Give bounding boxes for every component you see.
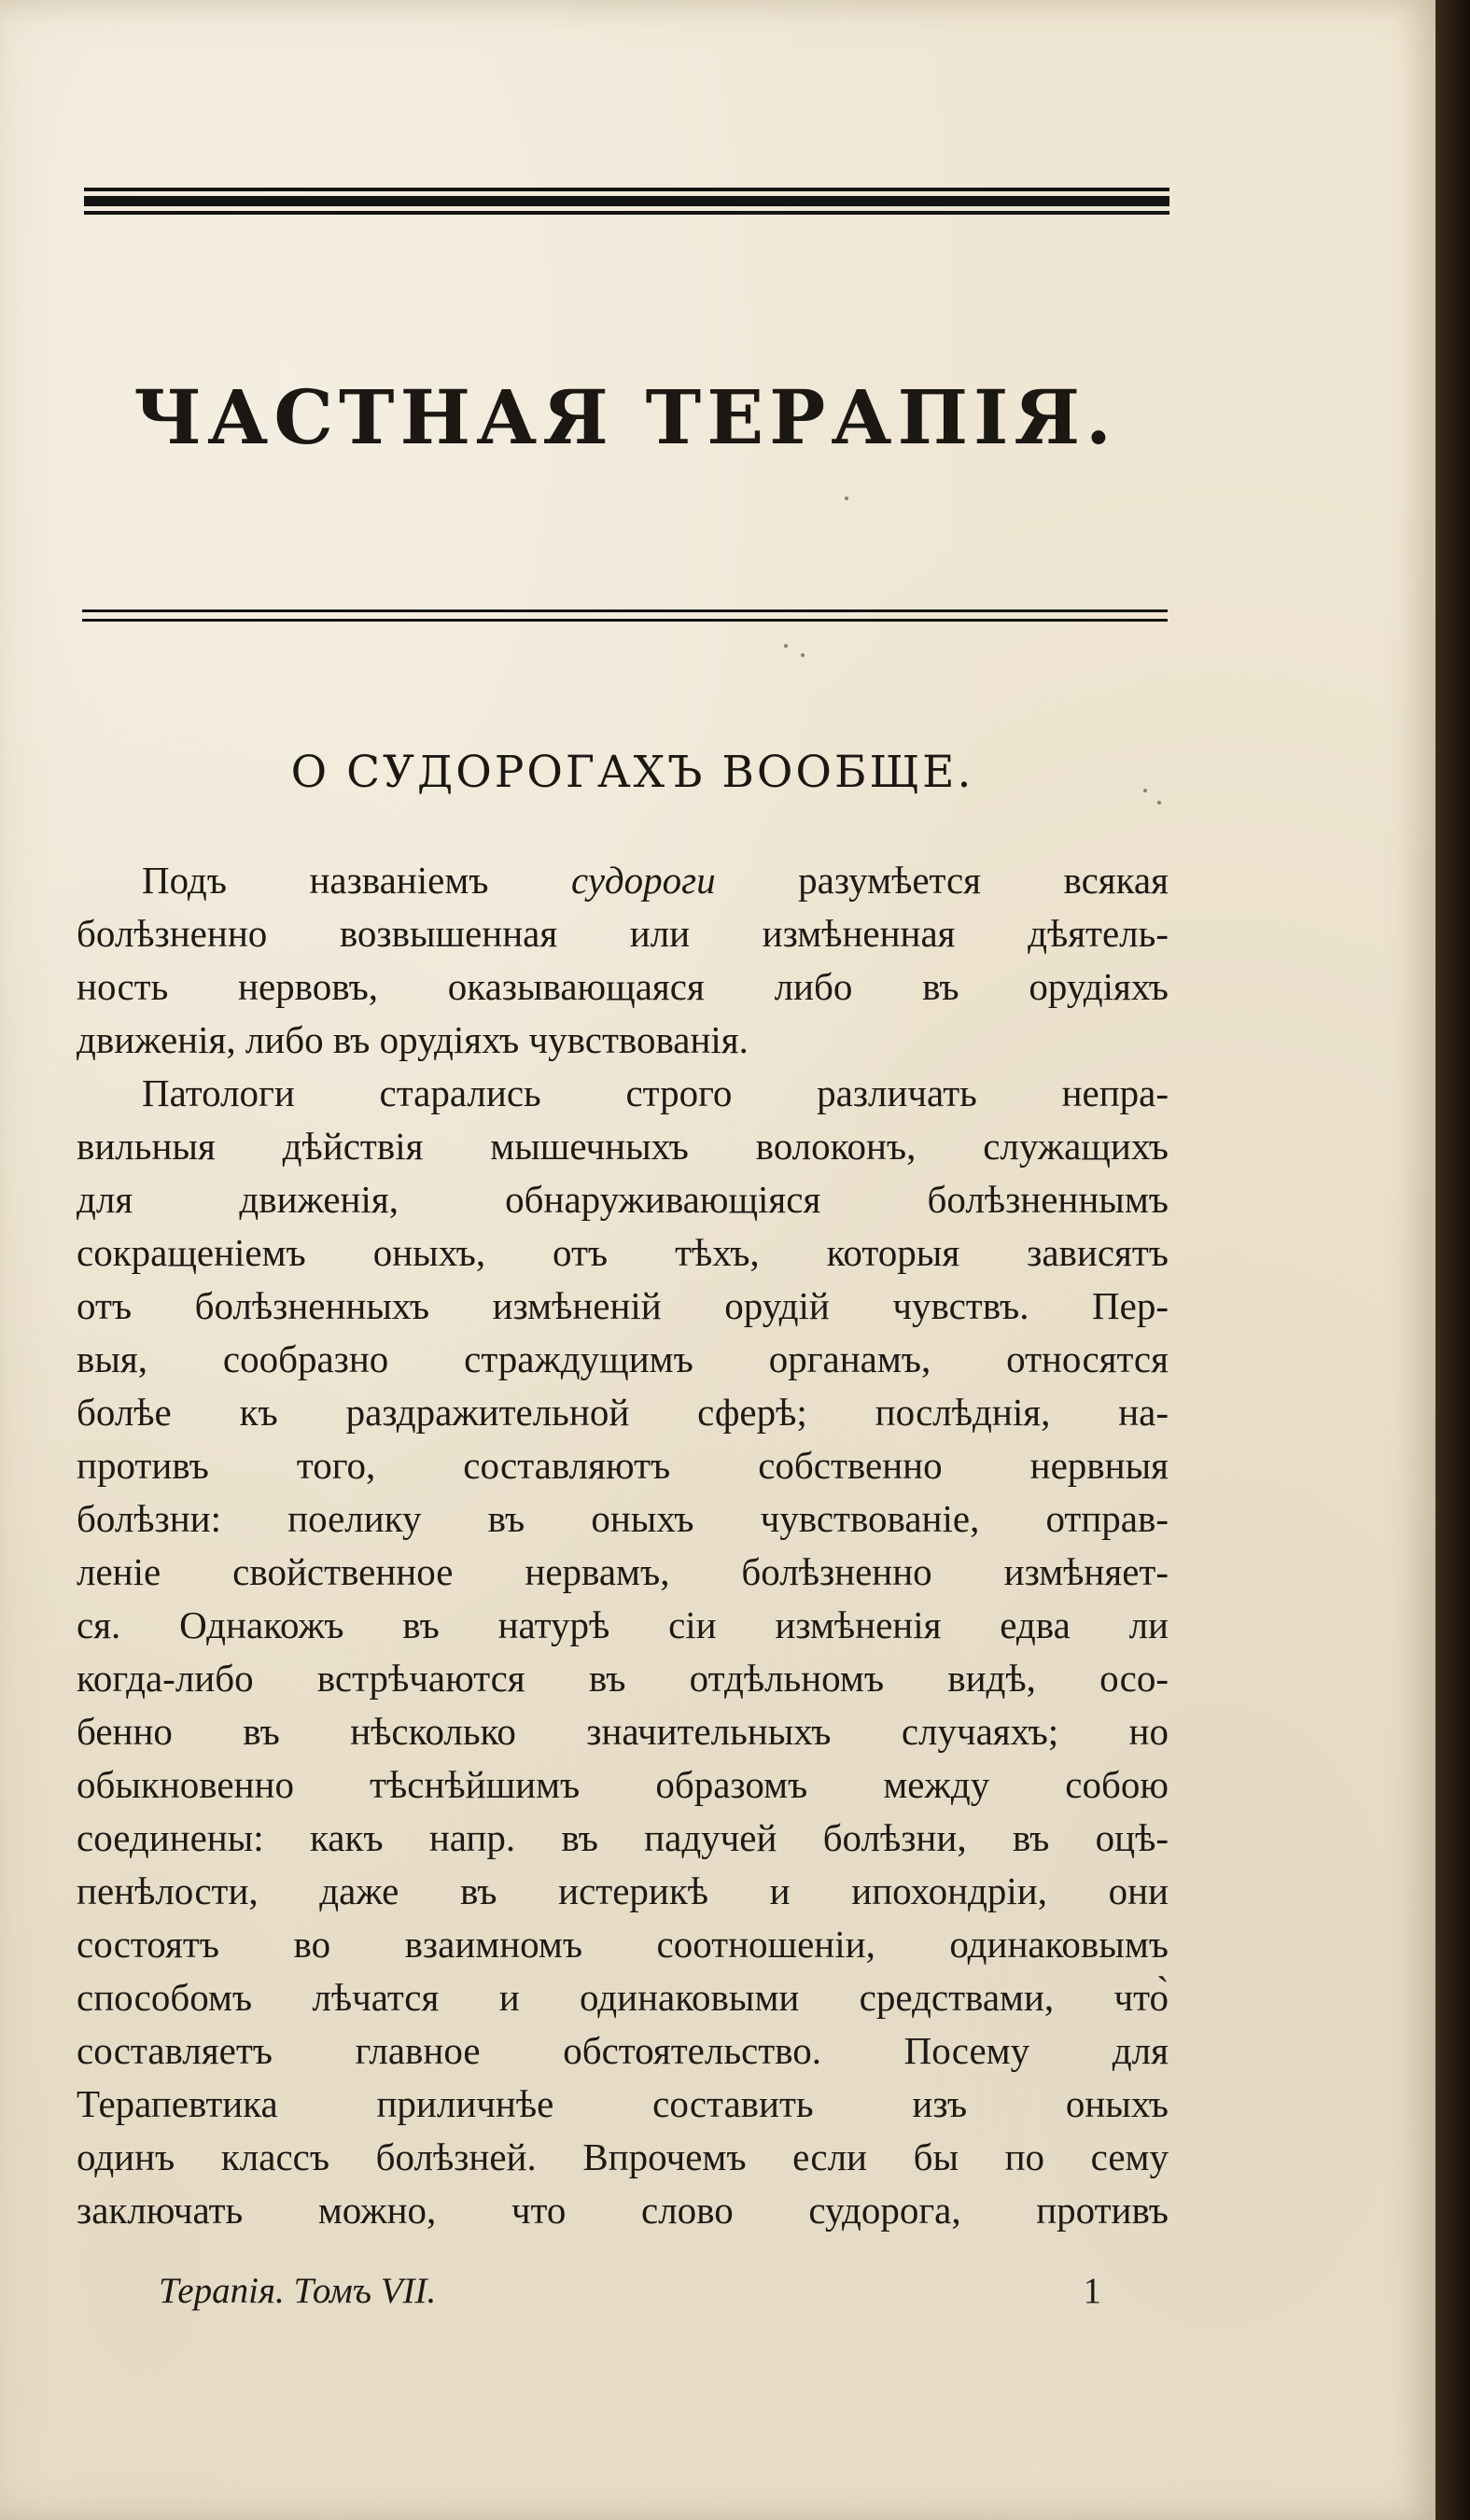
text-line: противъ того, составляютъ собственно нервныя bbox=[77, 1444, 1169, 1487]
text-line: бенно въ нѣсколько значительныхъ случаяхъ; но bbox=[77, 1710, 1169, 1753]
page-title: ЧАСТНАЯ ТЕРАПІЯ. bbox=[133, 373, 1117, 461]
section-heading: О СУДОРОГАХЪ ВООБЩЕ. bbox=[290, 747, 974, 798]
book-edge-shadow bbox=[1435, 0, 1470, 2520]
text-line: движенія, либо въ орудіяхъ чувствованія. bbox=[77, 1018, 749, 1061]
text-line: составляетъ главное обстоятельство. Посему для bbox=[77, 2029, 1169, 2072]
text-line: Подъ названіемъ судороги разумѣется всякая bbox=[142, 859, 1169, 902]
text-line: одинъ классъ болѣзней. Впрочемъ если бы по сему bbox=[77, 2135, 1169, 2178]
title-rule-bottom bbox=[82, 619, 1168, 622]
text-line: сокращеніемъ оныхъ, отъ тѣхъ, которыя зависятъ bbox=[77, 1231, 1169, 1274]
text-line: болѣзненно возвышенная или измѣненная дѣятель- bbox=[77, 912, 1169, 955]
paper-speck bbox=[784, 644, 788, 648]
signature-mark: Терапія. Томъ VII. bbox=[159, 2271, 437, 2311]
paragraph-1 bbox=[77, 854, 1169, 1067]
text-line: когда-либо встрѣчаются въ отдѣльномъ видѣ, осо- bbox=[77, 1657, 1169, 1700]
text-line: для движенія, обнаруживающіяся болѣзненнымъ bbox=[77, 1178, 1169, 1221]
header-rule-thick bbox=[84, 196, 1169, 206]
page-number: 1 bbox=[1083, 2271, 1101, 2311]
paper-speck bbox=[1157, 801, 1161, 805]
text-line: состоятъ во взаимномъ соотношеніи, одинаковымъ bbox=[77, 1923, 1169, 1966]
body-text bbox=[77, 854, 1169, 2237]
paragraph-2 bbox=[77, 1067, 1169, 2237]
page-footer bbox=[159, 2270, 1101, 2326]
text-line: ность нервовъ, оказывающаяся либо въ орудіяхъ bbox=[77, 965, 1169, 1008]
header-rule-thin-bottom bbox=[84, 211, 1169, 215]
paper-speck bbox=[845, 497, 848, 500]
text-line: леніе свойственное нервамъ, болѣзненно измѣняет- bbox=[77, 1550, 1169, 1593]
text-line: вильныя дѣйствія мышечныхъ волоконъ, служащихъ bbox=[77, 1125, 1169, 1168]
text-line: болѣе къ раздражительной сферѣ; послѣднія, на- bbox=[77, 1391, 1169, 1434]
text-line: Терапевтика приличнѣе составить изъ оныхъ bbox=[77, 2082, 1169, 2125]
header-rule-thin-top bbox=[84, 188, 1169, 191]
paper-speck bbox=[801, 653, 805, 657]
text-line: пенѣлости, даже въ истерикѣ и ипохондріи, они bbox=[77, 1869, 1169, 1912]
text-line: ся. Однакожъ въ натурѣ сіи измѣненія едва ли bbox=[77, 1603, 1169, 1646]
text-line: Патологи старались строго различать непра- bbox=[142, 1071, 1169, 1114]
text-line: заключать можно, что слово судорога, противъ bbox=[77, 2189, 1169, 2232]
text-line: способомъ лѣчатся и одинаковыми средствами, что̀ bbox=[77, 1976, 1169, 2019]
text-line: соединены: какъ напр. въ падучей болѣзни, въ оцѣ- bbox=[77, 1816, 1169, 1859]
emphasized-term: судороги bbox=[570, 859, 716, 902]
title-rule-top bbox=[82, 609, 1168, 612]
paper-speck bbox=[1143, 789, 1147, 792]
text-line: болѣзни: поелику въ оныхъ чувствованіе, отправ- bbox=[77, 1497, 1169, 1540]
text-line: отъ болѣзненныхъ измѣненій орудій чувствъ. Пер- bbox=[77, 1284, 1169, 1327]
text-line: выя, сообразно страждущимъ органамъ, относятся bbox=[77, 1337, 1169, 1380]
text-line: обыкновенно тѣснѣйшимъ образомъ между собою bbox=[77, 1763, 1169, 1806]
